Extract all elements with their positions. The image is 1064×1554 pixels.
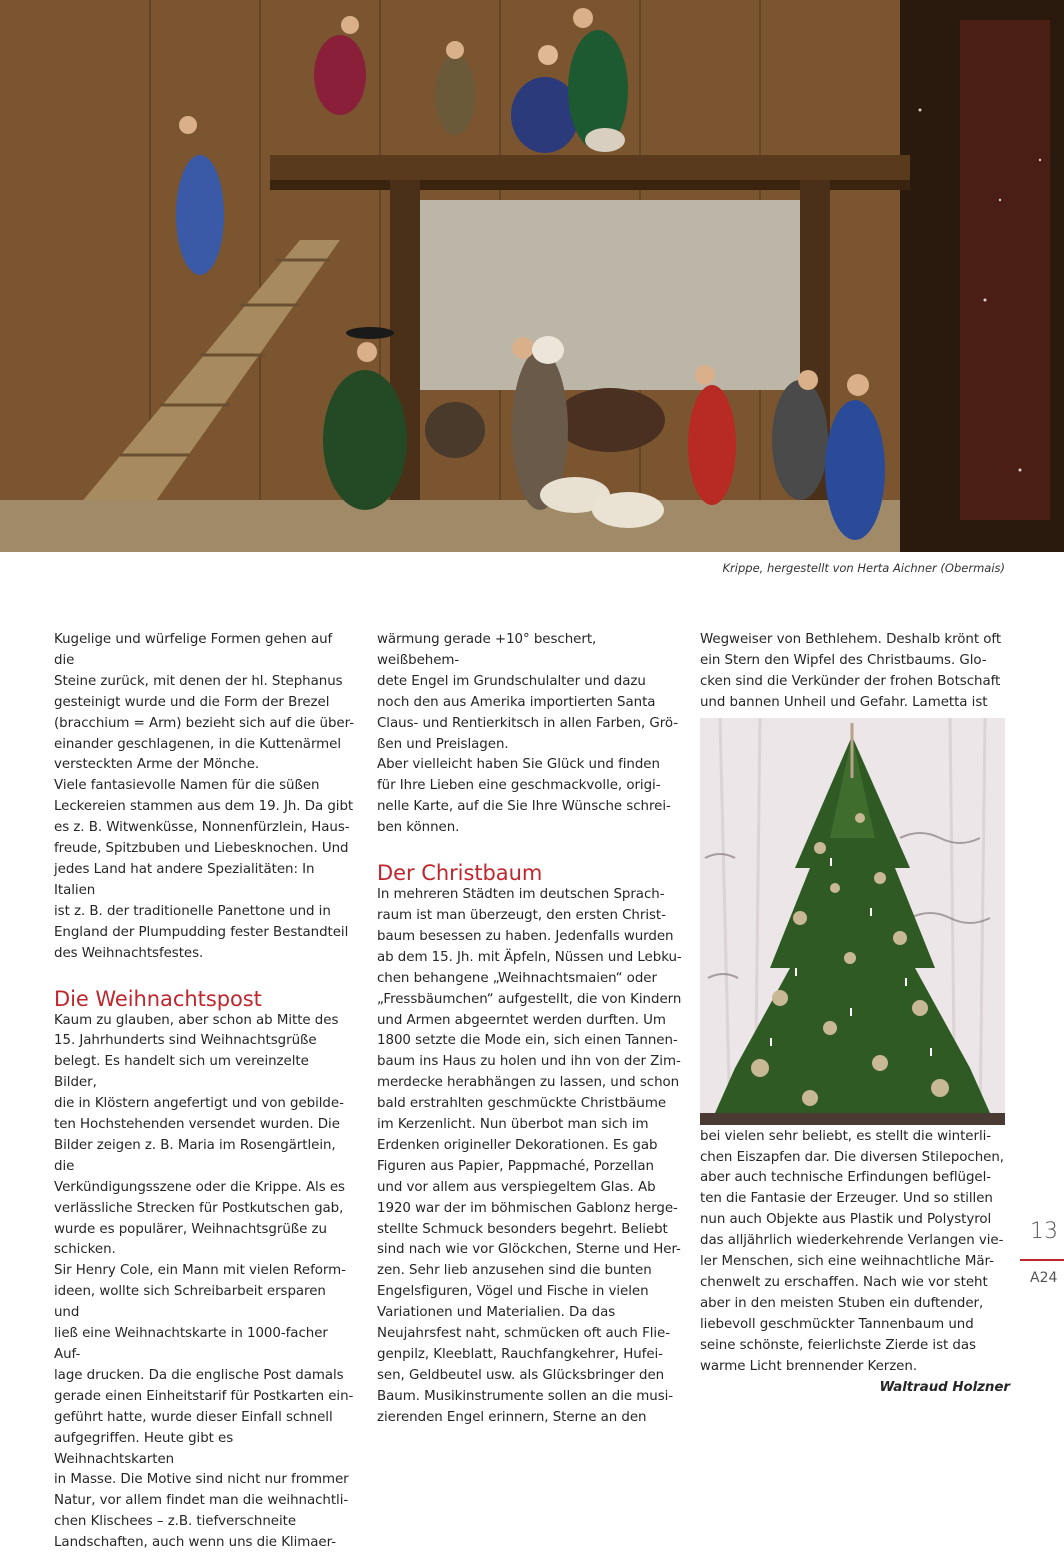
section-heading: Der Christbaum — [377, 861, 682, 885]
section-heading: Die Weihnachtspost — [54, 987, 354, 1011]
paragraph: Wegweiser von Bethlehem. Deshalb krönt oft ein Stern den Wipfel des Christbaums. Glo- cken sind die Verkünder der frohen Botschaft und bannen Unheil und Gefahr. Lametta ist — [700, 630, 1010, 714]
page-number: 13 — [1030, 1219, 1058, 1244]
nativity-scene-photo — [0, 0, 1064, 552]
paragraph: Kugelige und würfelige Formen gehen auf die Steine zurück, mit denen der hl. Stephanus gesteinigt wurde und die Form der Brezel (bracchium = Arm) bezieht sich auf die über- einander geschlagenen, in die Kuttenärmel versteckten Arme der Mönche. Viele fantasievolle Namen für die süßen Leckereien stammen aus dem 19. Jh. Da gibt es z. B. Witwenküsse, Nonnenfürzlein, Haus- freude, Spitzbuben und Liebesknochen. Und jedes Land hat andere Spezialitäten: In Italien ist z. B. der traditionelle Panettone und in England der Plumpudding fester Bestandteil des Weihnachtsfestes. — [54, 630, 354, 965]
paragraph: wärmung gerade +10° beschert, weißbehem- dete Engel im Grundschulalter und dazu noch den aus Amerika importierten Santa Claus- und Rentierkitsch in allen Farben, Grö- ßen und Preislagen. Aber vielleicht haben Sie Glück und finden für Ihre Lieben eine geschmackvolle, origi- nelle Karte, auf die Sie Ihre Wünsche schrei- ben können. — [377, 630, 682, 839]
paragraph: Kaum zu glauben, aber schon ab Mitte des 15. Jahrhunderts sind Weihnachtsgrüße belegt. Es handelt sich um vereinzelte Bilder, die in Klöstern angefertigt und von gebilde- ten Hochstehenden versendet wurden. Die Bilder zeigen z. B. Maria im Rosengärtlein, die Verkündigungsszene oder die Krippe. Als es verlässliche Strecken für Postkutschen gab, wurde es populärer, Weihnachtsgrüße zu schicken. Sir Henry Cole, ein Mann mit vielen Reform- ideen, wollte sich Schreibarbeit ersparen und ließ eine Weihnachtskarte in 1000-facher Auf- lage drucken. Da die englische Post damals gerade einen Einheitstarif für Postkarten ein- geführt hatte, wurde dieser Einfall schnell aufgegriffen. Heute gibt es Weihnachtskarten in Masse. Die Motive sind nicht nur frommer Natur, vor allem findet man die weihnachtli- chen Klischees – z.B. tiefverschneite Landschaften, auch wenn uns die Klimaer- — [54, 1011, 354, 1554]
christmas-tree-photo — [700, 718, 1005, 1125]
author-name: Waltraud Holzner — [700, 1378, 1010, 1399]
column-1 — [54, 630, 354, 1554]
page-number-rule — [1020, 1259, 1064, 1261]
paragraph: In mehreren Städten im deutschen Sprach- raum ist man überzeugt, den ersten Christ- baum besessen zu haben. Jedenfalls wurden ab dem 15. Jh. mit Äpfeln, Nüssen und Lebku- chen behangene „Weihnachtsmaien“ oder „Fressbäumchen“ aufgestellt, die von Kindern und Armen abgeerntet werden durften. Um 1800 setzte die Mode ein, sich einen Tannen- baum ins Haus zu holen und ihn von der Zim- merdecke herabhängen zu lassen, und schon bald erstrahlten geschmückte Christbäume im Kerzenlicht. Nun überbot man sich im Erdenken origineller Dekorationen. Es gab Figuren aus Papier, Pappmaché, Porzellan und vor allem aus verspiegeltem Glas. Ab 1920 war der im böhmischen Gablonz herge- stellte Schmuck besonders begehrt. Beliebt sind nach wie vor Glöckchen, Sterne und Her- zen. Sehr lieb anzusehen sind die bunten Engelsfiguren, Vögel und Fische in vielen Variationen und Materialien. Da das Neujahrsfest naht, schmücken oft auch Flie- genpilz, Kleeblatt, Rauchfangkehrer, Hufei- sen, Geldbeutel usw. als Glücksbringer den Baum. Musikinstrumente sollen an die musi- zierenden Engel erinnern, Sterne an den — [377, 885, 682, 1429]
column-2 — [377, 630, 682, 1429]
paragraph: bei vielen sehr beliebt, es stellt die winterli- chen Eiszapfen dar. Die diversen Stilepochen, aber auch technische Erfindungen beflügel- ten die Fantasie der Erzeuger. Und so stillen nun auch Objekte aus Plastik und Polystyrol das alljährlich wiederkehrende Verlangen vie- ler Menschen, sich eine weihnachtliche Mär- chenwelt zu erschaffen. Nach wie vor steht aber in den meisten Stuben ein duftender, liebevoll geschmückter Tannenbaum und seine schönste, feierlichste Zierde ist das warme Licht brennender Kerzen. — [700, 1127, 1010, 1378]
photo-caption: Krippe, hergestellt von Herta Aichner (Obermais) — [723, 561, 1005, 575]
column-3 — [700, 630, 1010, 1398]
page-code: A24 — [1030, 1270, 1057, 1286]
